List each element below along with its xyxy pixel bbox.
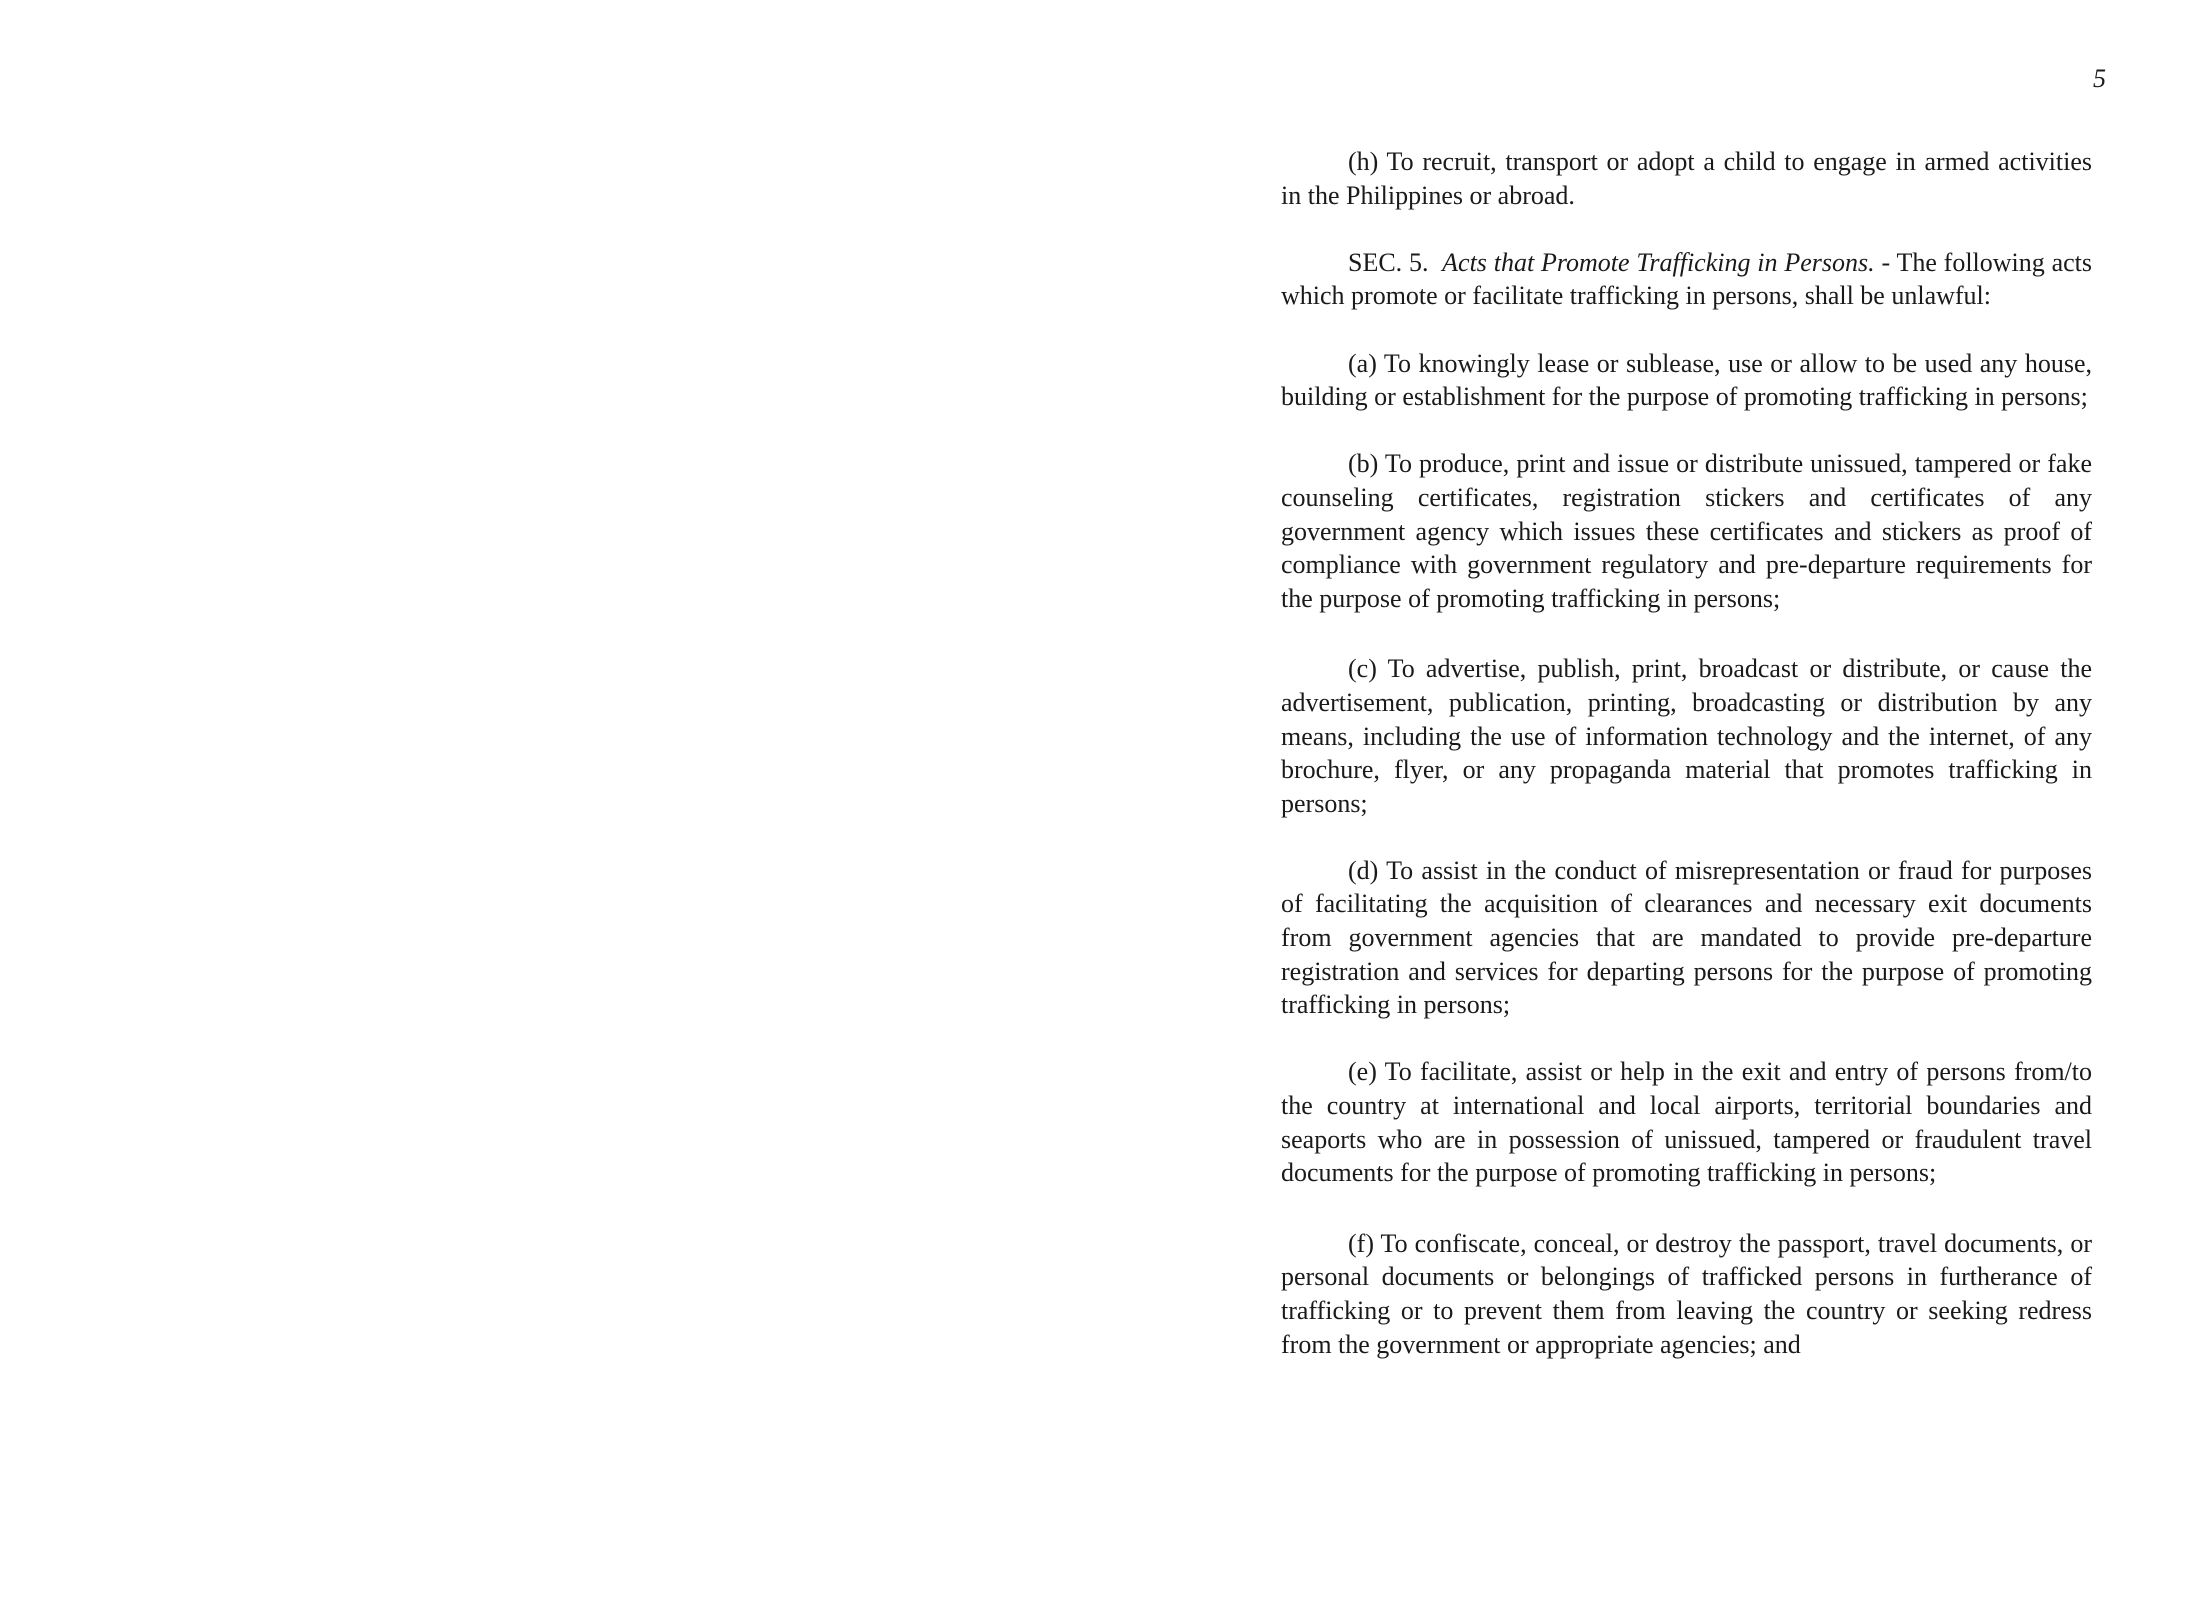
section-body: - The following acts which promote or facilitate trafficking in persons, shall be unlawful: (1281, 247, 2093, 311)
section-heading: Acts that Promote Trafficking in Persons. (1442, 247, 1875, 277)
paragraph-b: (b) To produce, print and issue or distribute unissued, tampered or fake counseling certificates, registration stickers and certificates of any government agency which issues these certificates and stickers as proof of compliance with government regulatory and pre-departure requirements for the purpose of promoting trafficking in persons; (1281, 449, 2092, 613)
section-number: SEC. 5. (1348, 247, 1429, 277)
right-page (1100, 0, 2200, 1600)
paragraph-c: (c) To advertise, publish, print, broadcast or distribute, or cause the advertisement, publication, printing, broadcasting or distribution by any means, including the use of information technology and the internet, of any brochure, flyer, or any propaganda material that promotes trafficking in persons; (1281, 654, 2092, 818)
paragraph-a: (a) To knowingly lease or sublease, use or allow to be used any house, building or establishment for the purpose of promoting trafficking in persons; (1281, 348, 2092, 412)
paragraph-f: (f) To confiscate, conceal, or destroy the passport, travel documents, or personal documents or belongings of trafficked persons in furtherance of trafficking or to prevent them from leaving the country or seeking redress from the government or appropriate agencies; and (1281, 1228, 2092, 1359)
body-text (1281, 145, 2092, 1395)
paragraph-e: (e) To facilitate, assist or help in the exit and entry of persons from/to the country at international and local airports, territorial boundaries and seaports who are in possession of unissued, tampered or fraudulent travel documents for the purpose of promoting trafficking in persons; (1281, 1057, 2092, 1188)
paragraph-d: (d) To assist in the conduct of misrepresentation or fraud for purposes of facilitating the acquisition of clearances and necessary exit documents from government agencies that are mandated to provide pre-departure registration and services for departing persons for the purpose of promoting trafficking in persons; (1281, 855, 2092, 1020)
page-number: 5 (2093, 64, 2106, 93)
section-5-paragraph (1281, 246, 2092, 313)
paragraph-h: (h) To recruit, transport or adopt a child to engage in armed activities in the Philippines or abroad. (1281, 147, 2092, 210)
